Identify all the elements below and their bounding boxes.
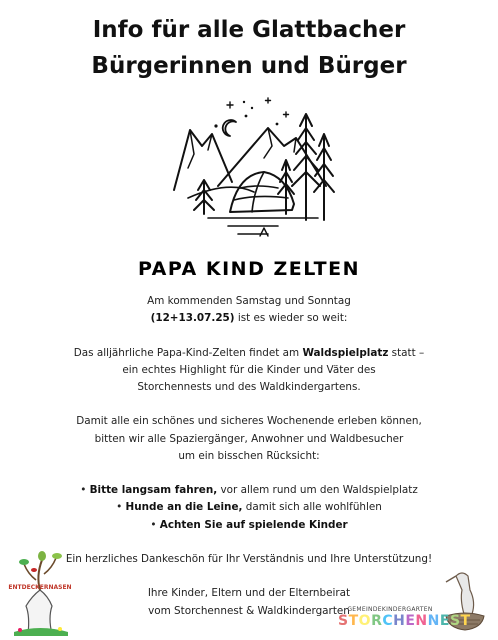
kindergarten-subtitle: GEMEINDEKINDERGARTEN: [347, 606, 433, 613]
thanks-line: Ein herzliches Dankeschön für Ihr Verständnis und Ihre Unterstützung!: [65, 552, 433, 565]
event-date: (12+13.07.25): [150, 312, 235, 325]
storchennest-logo: [338, 568, 488, 634]
paragraph-1-line-2: ein echtes Highlight für die Kinder und Väter des: [122, 363, 376, 376]
entdeckernasen-text: ENTDECKERNASEN: [8, 584, 72, 591]
page-title: [0, 12, 498, 84]
event-headline: PAPA KIND ZELTEN: [137, 258, 361, 280]
paragraph-1-line-3: Storchennests und des Waldkindergartens.: [137, 381, 361, 393]
intro-line-2: (12+13.07.25) ist es wieder so weit:: [150, 312, 348, 325]
location-name: Waldspielplatz: [302, 346, 389, 359]
intro-line-1: Am kommenden Samstag und Sonntag: [147, 295, 351, 307]
star-icon: [227, 98, 289, 117]
signature-line-2: vom Storchennest & Waldkindergarten: [148, 604, 350, 617]
pine-tree-icon: [194, 180, 214, 214]
storchennest-wordmark: STORCHENNEST: [338, 613, 471, 629]
paragraph-2-line-1: Damit alle ein schönes und sicheres Wochenende erleben können,: [76, 415, 422, 428]
paragraph-1-line-1: Das alljährliche Papa-Kind-Zelten findet am Waldspielplatz statt –: [73, 346, 425, 359]
pine-tree-icon: [278, 114, 334, 220]
title-line-1: Info für alle Glattbacher: [92, 17, 406, 43]
tree-logo-icon: [6, 546, 74, 636]
moon-icon: [223, 120, 236, 136]
tent-icon: [230, 172, 294, 212]
paragraph-2-line-2: bitten wir alle Spaziergänger, Anwohner und Waldbesucher: [94, 432, 404, 445]
camping-illustration: [168, 94, 336, 244]
bullet-item: • Achten Sie auf spielende Kinder: [150, 518, 348, 531]
entdeckernasen-logo: [6, 546, 74, 636]
paragraph-2-line-3: um ein bisschen Rücksicht:: [178, 449, 320, 462]
signature-line-1: Ihre Kinder, Eltern und der Elternbeirat: [147, 587, 351, 600]
mountain-right-icon: [218, 128, 326, 186]
title-line-2: Bürgerinnen und Bürger: [91, 53, 407, 79]
bullet-item: • Bitte langsam fahren, vor allem rund um den Waldspielplatz: [80, 484, 418, 497]
bullet-item: • Hunde an die Leine, damit sich alle wohlfühlen: [116, 501, 382, 514]
